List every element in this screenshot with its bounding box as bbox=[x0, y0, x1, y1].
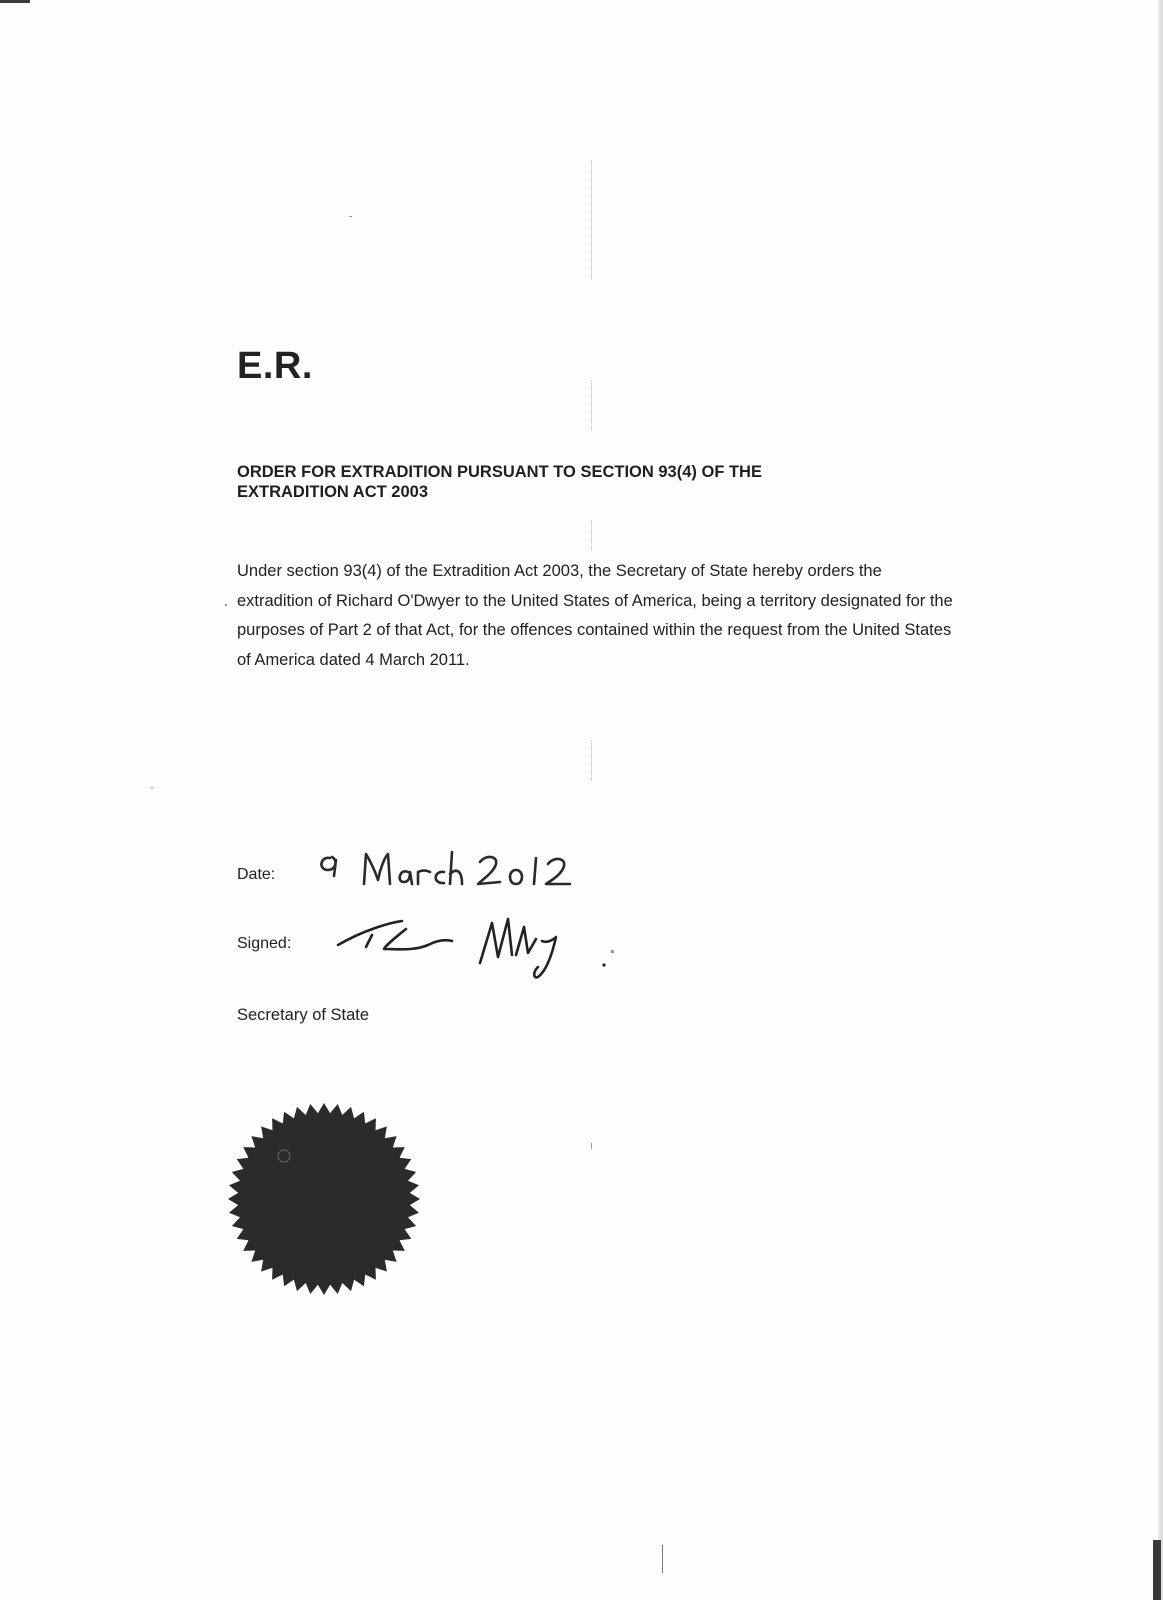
scan-mark bbox=[1153, 1540, 1161, 1600]
scan-mark bbox=[662, 1545, 663, 1573]
order-body: Under section 93(4) of the Extradition Act 2003, the Secretary of State hereby orders the extradition of Richard O'Dwyer to the United States of America, being a territory designated for the purposes of Part 2 of that Act, for the offences contained within the request from the United States of America dated 4 March 2011. bbox=[237, 562, 953, 669]
fold-mark bbox=[591, 380, 593, 430]
scan-speck bbox=[591, 1143, 592, 1149]
fold-mark bbox=[591, 740, 593, 780]
fold-mark bbox=[591, 520, 593, 550]
scan-speck bbox=[225, 604, 227, 606]
scan-speck bbox=[349, 216, 352, 217]
scan-mark bbox=[0, 0, 30, 3]
signature-image bbox=[332, 905, 612, 995]
date-label: Date: bbox=[237, 866, 276, 883]
scan-edge bbox=[1158, 0, 1163, 1600]
signatory-role: Secretary of State bbox=[237, 1006, 370, 1024]
signed-label: Signed: bbox=[237, 935, 292, 952]
order-heading: ORDER FOR EXTRADITION PURSUANT TO SECTION 93(4) OF THE EXTRADITION ACT 2003 bbox=[237, 463, 762, 501]
scan-speck bbox=[151, 787, 153, 788]
handwritten-date bbox=[316, 848, 576, 896]
royal-cipher: E.R. bbox=[237, 345, 313, 387]
official-seal-icon bbox=[224, 1094, 424, 1304]
fold-mark bbox=[591, 160, 593, 280]
